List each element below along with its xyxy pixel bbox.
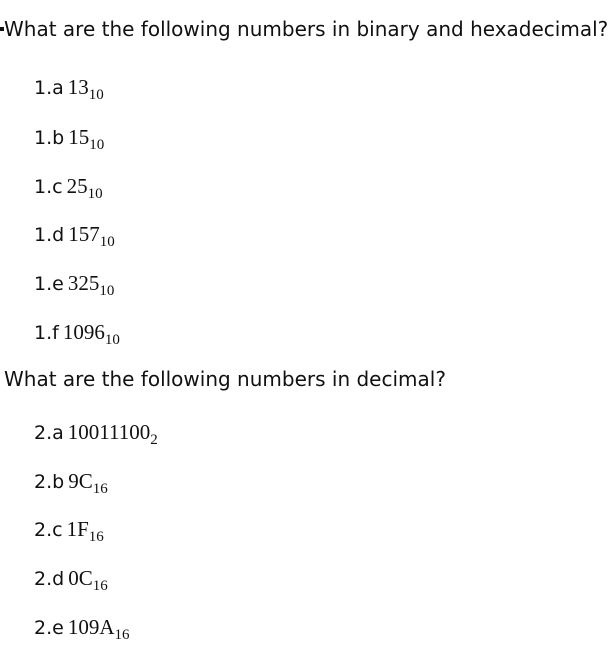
item-label: 1.a xyxy=(34,77,64,99)
item-label: 2.d xyxy=(34,568,65,590)
item-number: 1096 xyxy=(62,320,105,344)
question-2c xyxy=(34,517,104,544)
question-1f xyxy=(34,320,120,347)
item-base: 10 xyxy=(87,186,103,202)
question-1a xyxy=(34,75,104,102)
item-base: 10 xyxy=(88,87,104,103)
question-2a xyxy=(34,420,158,447)
question-1e xyxy=(34,271,114,298)
item-number: 109A xyxy=(67,615,115,639)
item-base: 16 xyxy=(88,529,104,545)
item-base: 10 xyxy=(89,137,105,153)
item-label: 1.c xyxy=(34,176,63,198)
item-label: 2.c xyxy=(34,519,63,541)
item-base: 10 xyxy=(104,332,120,348)
item-base: 10 xyxy=(99,234,115,250)
item-number: 13 xyxy=(67,75,89,99)
question-2e xyxy=(34,615,130,642)
item-base: 10 xyxy=(99,283,115,299)
question-1c xyxy=(34,174,103,201)
question-1d xyxy=(34,222,115,249)
item-label: 1.e xyxy=(34,273,64,295)
item-number: 10011100 xyxy=(67,420,151,444)
item-number: 25 xyxy=(66,174,88,198)
item-base: 16 xyxy=(92,481,108,497)
item-base: 2 xyxy=(150,432,158,448)
question-1b xyxy=(34,125,104,152)
item-base: 16 xyxy=(92,578,108,594)
item-number: 325 xyxy=(67,271,100,295)
item-label: 2.a xyxy=(34,422,64,444)
item-number: 157 xyxy=(68,222,100,246)
question-2d xyxy=(34,566,108,593)
item-label: 2.e xyxy=(34,617,64,639)
question-2b xyxy=(34,469,108,496)
item-number: 9C xyxy=(68,469,93,493)
item-number: 15 xyxy=(68,125,90,149)
item-number: 0C xyxy=(68,566,93,590)
item-base: 16 xyxy=(114,627,130,643)
item-label: 1.d xyxy=(34,224,65,246)
question-1-prompt: What are the following numbers in binary and hexadecimal? xyxy=(4,17,608,41)
item-number: 1F xyxy=(66,517,89,541)
item-label: 1.b xyxy=(34,127,65,149)
item-label: 2.b xyxy=(34,471,65,493)
question-2-prompt: What are the following numbers in decimal? xyxy=(4,367,446,391)
item-label: 1.f xyxy=(34,322,59,344)
